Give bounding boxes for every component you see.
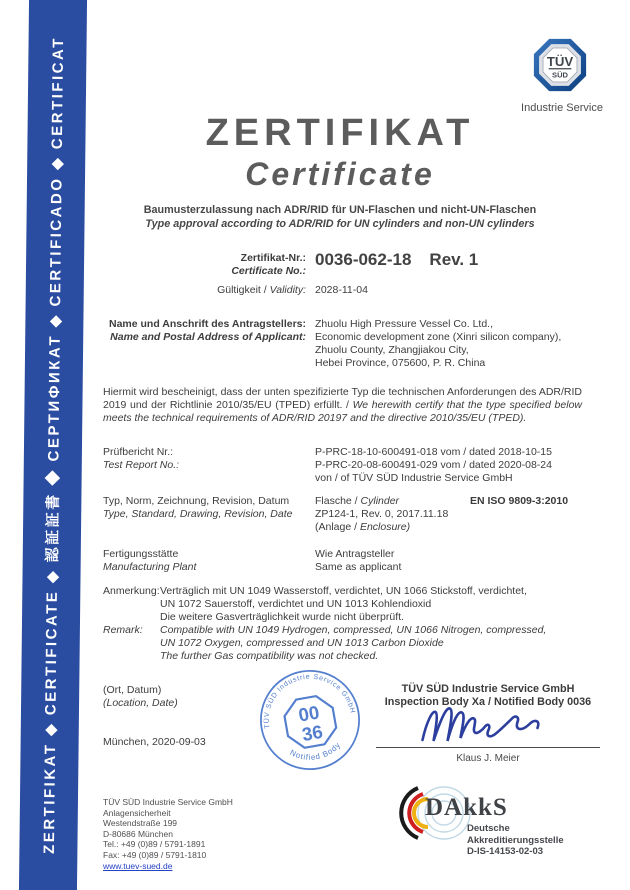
signing-body: Inspection Body Xa / Notified Body 0036 [384,696,592,708]
stamp-bottom-text: Notified Body [288,740,343,762]
remark-label-de: Anmerkung: [103,585,160,597]
footer-line: Fax: +49 (0)89 / 5791-1810 [103,849,207,860]
cert-number: 0036-062-18 [315,250,412,269]
logo-tuv-text: TÜV [546,53,574,69]
dakks-line: Akkreditierungsstelle [467,834,564,846]
logo-sud-text: SÜD [552,70,568,80]
type-label-en: Type, Standard, Drawing, Revision, Date [103,508,293,520]
dakks-text [467,823,564,858]
test-report-line: P-PRC-18-10-600491-018 vom / dated 2018-10-15 [315,446,552,458]
statement-en: We herewith certify that the type specified below meets the technical requirements of ADR/RID 20197 and the directive 2010/35/EU (TPED). [103,399,582,424]
subtitle-en: Type approval according to ADR/RID for UN cylinders and non-UN cylinders [145,217,535,230]
dakks-line: D-IS-14153-02-03 [467,846,544,857]
footer-line: Anlagensicherheit [103,807,171,818]
subtitle-de: Baumusterzulassung nach ADR/RID für UN-Flaschen und nicht-UN-Flaschen [143,204,537,216]
applicant-label-en: Name and Postal Address of Applicant: [110,331,306,343]
place-date-label-de: (Ort, Datum) [103,684,162,696]
applicant-address [315,318,583,370]
cert-revision: Rev. 1 [429,250,479,269]
stamp-number-top: 00 [296,701,321,726]
type-value-line1 [315,495,583,508]
cert-no-label-de: Zertifikat-Nr.: [240,252,306,264]
validity-label-en: Validity: [269,284,306,296]
page-title-de: ZERTIFIKAT [205,112,475,154]
applicant-label [103,318,306,344]
cert-no-label-en: Certificate No.: [231,265,306,277]
plant-value-de: Wie Antragsteller [315,548,395,560]
type-enclosure [315,521,583,534]
signing-org: TÜV SÜD Industrie Service GmbH [401,683,575,695]
signature-line [376,747,600,748]
plant-label [103,548,313,574]
place-date-label [103,684,178,710]
validity-label [103,284,306,297]
cert-no-label [103,252,306,278]
test-report-label [103,446,308,472]
plant-label-de: Fertigungsstätte [103,548,179,560]
remark-line: Compatible with UN 1049 Hydrogen, compressed, UN 1066 Nitrogen, compressed, [160,624,547,636]
place-date-label-en: (Location, Date) [103,697,178,709]
logo-caption: Industrie Service [521,102,603,114]
plant-label-en: Manufacturing Plant [103,561,197,573]
applicant-label-de: Name und Anschrift des Antragstellers: [108,318,306,330]
remark-de-lines [160,585,584,624]
footer-address [103,797,233,871]
language-band-text: ZERTIFIKAT ◆ CERTIFICATE ◆ 認証証書 ◆ СЕРТИФИКАТ ◆ CERTIFICADO ◆ CERTIFICAT [40,36,68,855]
validity-label-de: Gültigkeit / [217,284,270,296]
test-report-line: P-PRC-20-08-600491-029 vom / dated 2020-08-24 [315,459,552,471]
statement-de: Hiermit wird bescheinigt, dass der unten spezifizierte Typ die technischen Anforderungen des ADR/RID 2019 und der Richtlinie 2010/35/EU (TPED) erfüllt. / [103,386,582,411]
website-link[interactable]: www.tuev-sued.de [103,860,173,871]
signing-block [372,683,604,764]
enclosure-de: (Anlage / [315,521,360,533]
dakks-wordmark: DAkkS [425,794,508,821]
applicant-line: Hebei Province, 075600, P. R. China [315,357,486,369]
footer-line: D-80686 München [103,828,173,839]
remark-line: UN 1072 Oxygen, compressed and UN 1013 Carbon Dioxide [160,637,444,649]
remark-line: The further Gas compatibility was not checked. [160,650,379,662]
footer-line: Westendstraße 199 [103,818,178,829]
applicant-line: Zhuolu County, Zhangjiakou City, [315,344,469,356]
dakks-block [392,786,628,886]
plant-value-en: Same as applicant [315,561,402,573]
applicant-line: Economic development zone (Xinri silicon company), [315,331,562,343]
type-drawing: ZP124-1, Rev. 0, 2017.11.18 [315,508,449,520]
test-report-label-de: Prüfbericht Nr.: [103,446,174,458]
plant-values [315,548,583,574]
applicant-line: Zhuolu High Pressure Vessel Co. Ltd., [315,318,494,330]
certification-statement [103,386,582,425]
page-title-en: Certificate [245,156,435,192]
cert-no-value [315,250,478,270]
notified-body-stamp [247,657,372,782]
test-report-line: von / of TÜV SÜD Industrie Service GmbH [315,472,513,484]
signer-name: Klaus J. Meier [456,753,520,764]
enclosure-en: Enclosure) [359,521,411,533]
type-label-de: Typ, Norm, Zeichnung, Revision, Datum [103,495,290,507]
footer-line: Tel.: +49 (0)89 / 5791-1891 [103,839,206,850]
stamp-top-text: TÜV SÜD Industrie Service GmbH [263,673,356,729]
signature-icon [414,700,559,746]
test-report-label-en: Test Report No.: [103,459,180,471]
type-value-en: Cylinder [360,495,400,507]
test-report-values [315,446,583,485]
remark-line: UN 1072 Sauerstoff, verdichtet und UN 1013 Kohlendioxid [160,598,432,610]
stamp-number-bottom: 36 [300,720,325,746]
type-values [315,495,583,534]
tuv-sued-logo-icon [527,32,593,98]
type-value-de: Flasche / [315,495,361,507]
subtitle [60,204,620,231]
dakks-line: Deutsche [467,823,510,834]
remark-line: Die weitere Gasverträglichkeit wurde nicht überprüft. [160,611,404,623]
remark-en-lines [160,624,584,663]
type-label [103,495,313,521]
standard-number: EN ISO 9809-3:2010 [470,495,569,507]
signature-stroke [423,708,539,741]
validity-value: 2028-11-04 [315,284,368,296]
remark-label-en: Remark: [103,624,143,636]
footer-line: TÜV SÜD Industrie Service GmbH [103,797,233,807]
place-date-value: München, 2020-09-03 [103,736,206,748]
remark-line: Verträglich mit UN 1049 Wasserstoff, verdichtet, UN 1066 Stickstoff, verdichtet, [160,585,527,597]
